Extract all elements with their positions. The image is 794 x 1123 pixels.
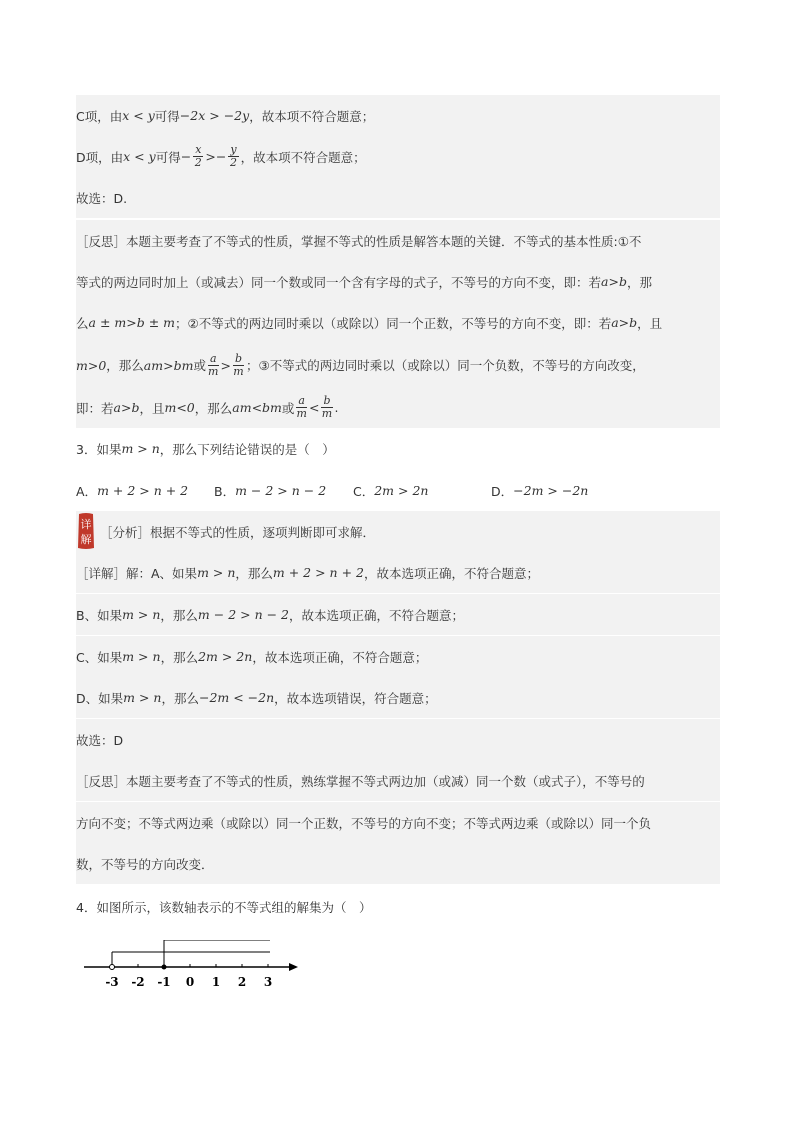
q3-detail-c (76, 636, 720, 677)
text: 故选：D (76, 732, 124, 748)
math: m>0 (76, 357, 107, 373)
fraction-num: b (323, 394, 331, 407)
c-item-line (76, 95, 720, 136)
svg-text:解: 解 (80, 533, 92, 546)
option-expr: m + 2 > n + 2 (97, 483, 189, 498)
tick-label: 0 (185, 975, 195, 989)
fraction-num: b (235, 351, 243, 365)
text: ，且 (139, 400, 165, 416)
math: −2m < −2n (198, 690, 275, 705)
reflect-line-2 (76, 261, 720, 302)
fraction (208, 353, 219, 378)
option-expr: m − 2 > n − 2 (235, 483, 327, 498)
q4-stem (76, 886, 720, 927)
text: ，那么 (235, 565, 273, 581)
text: ，那么 (160, 649, 199, 665)
math: m > n (123, 690, 162, 705)
option-label: D． (491, 483, 514, 499)
q3-options (76, 470, 720, 511)
math: 2m > 2n (198, 649, 253, 664)
fraction-num: x (195, 143, 202, 156)
text: ［反思］本题主要考查了不等式的性质，掌握不等式的性质是解答本题的关键．不等式的基本性质:①不 (76, 233, 642, 249)
q3-detail-b (76, 594, 720, 635)
option-label: B． (214, 483, 236, 499)
fraction-den: 2 (229, 156, 237, 169)
text: ［反思］本题主要考查了不等式的性质，熟练掌握不等式两边加（或减）同一个数（或式子），不等号的 (76, 773, 645, 789)
fraction (193, 144, 203, 169)
q3-reflect-3 (76, 843, 720, 884)
text: 可得 (155, 149, 181, 165)
text: ，故本选项错误，符合题意； (274, 690, 437, 706)
reflect-line-1 (76, 220, 720, 261)
math: m + 2 > n + 2 (272, 565, 364, 580)
fraction-num: a (298, 394, 305, 407)
text: ，那 (626, 274, 652, 290)
number-line-svg (84, 940, 304, 990)
math: a ± m>b ± m (88, 315, 175, 330)
math: a>b (113, 400, 140, 415)
q3-answer (76, 719, 720, 760)
option-label: A． (76, 483, 98, 499)
text: 或 (193, 358, 206, 373)
q3-detail-a (76, 552, 720, 593)
math: > (205, 149, 216, 164)
text: ，故本选项正确，不符合题意； (252, 649, 428, 665)
option-b (214, 470, 326, 511)
option-expr: −2m > −2n (513, 483, 589, 498)
text: 么 (76, 315, 89, 331)
fraction (296, 395, 307, 420)
math: x < y (122, 108, 155, 123)
tick-label: -3 (105, 975, 119, 989)
option-a (76, 470, 188, 511)
fraction-den: m (321, 407, 333, 420)
math: − (180, 149, 192, 164)
text: C、如果 (76, 649, 123, 665)
text: D项，由 (76, 149, 124, 165)
text: ；③不等式的两边同时乘以（或除以）同一个负数，不等号的方向改变， (246, 358, 645, 373)
math: −2x > −2y (179, 108, 250, 123)
math: > (220, 357, 231, 373)
text: 数，不等号的方向改变． (76, 856, 214, 872)
open-point (110, 965, 115, 970)
option-expr: 2m > 2n (374, 483, 429, 498)
option-c (353, 470, 428, 511)
reflect-line-4 (76, 343, 720, 387)
text: ，那么 (160, 607, 198, 623)
option-d (491, 470, 588, 511)
text: 即：若 (76, 400, 114, 416)
math: am<bm (232, 400, 282, 415)
q3-reflect-2 (76, 802, 720, 843)
text: ，故本选项正确，不符合题意； (289, 607, 465, 623)
text: ，那么下列结论错误的是（ ） (159, 441, 335, 457)
q3-reflect-1 (76, 760, 720, 801)
fraction-den: m (233, 364, 244, 378)
math: m > n (197, 565, 236, 580)
answer-line (76, 177, 720, 218)
q3-analysis (76, 511, 720, 552)
text: ，故本选项正确，不符合题意； (363, 565, 539, 581)
closed-point (162, 965, 167, 970)
text: ，那么 (161, 690, 199, 706)
number-line-figure (84, 940, 304, 993)
q3-detail-d (76, 677, 720, 718)
text: ，那么 (194, 400, 233, 416)
math: m > n (122, 607, 161, 622)
q3-stem (76, 428, 720, 469)
text: ，故本项不符合题意； (240, 149, 366, 165)
fraction-num: a (209, 351, 217, 365)
detail-badge-icon (76, 512, 96, 550)
text: 或 (281, 400, 295, 416)
text: ［分析］根据不等式的性质，逐项判断即可求解． (100, 524, 376, 540)
text: 3．如果 (76, 441, 122, 457)
option-label: C． (353, 483, 375, 499)
tick-label: -1 (157, 975, 171, 989)
text: C项，由 (76, 108, 123, 124)
math: < (308, 400, 320, 415)
tick-label: -2 (131, 975, 145, 989)
svg-text:详: 详 (80, 518, 92, 531)
fraction-num: y (230, 143, 237, 156)
tick-label: 1 (211, 975, 221, 989)
axis-arrow-icon (289, 963, 298, 971)
text: 故选：D. (76, 190, 128, 206)
math: − (215, 149, 227, 164)
math: a>b (601, 274, 627, 289)
math: m > n (121, 441, 160, 456)
math: m<0 (164, 400, 195, 415)
text: ，且 (637, 315, 663, 331)
reflect-line-5 (76, 387, 720, 428)
text: B、如果 (76, 607, 123, 623)
fraction-den: 2 (194, 156, 202, 169)
fraction (321, 395, 332, 420)
text: 方向不变；不等式两边乘（或除以）同一个正数，不等号的方向不变；不等式两边乘（或除以）同一个负 (76, 815, 652, 831)
tick-label: 3 (263, 975, 273, 989)
d-item-line (76, 136, 720, 177)
text: ，故本项不符合题意； (249, 108, 375, 124)
fraction-den: m (208, 364, 219, 378)
text: D、如果 (76, 690, 124, 706)
text: 4．如图所示，该数轴表示的不等式组的解集为（ ） (76, 899, 372, 915)
fraction (228, 144, 238, 169)
text: 可得 (154, 108, 180, 124)
math: m − 2 > n − 2 (197, 607, 289, 622)
text: ；②不等式的两边同时乘以（或除以）同一个正数，不等号的方向不变，即：若 (175, 315, 612, 331)
fraction-den: m (296, 407, 307, 420)
math: m > n (122, 649, 161, 664)
text: 等式的两边同时加上（或减去）同一个数或同一个含有字母的式子，不等号的方向不变，即：若 (76, 274, 602, 290)
math: x < y (123, 149, 156, 164)
fraction (233, 353, 244, 378)
text: ［详解］解：A、如果 (76, 565, 198, 581)
text: ，那么 (106, 358, 144, 373)
math: a>b (611, 315, 638, 330)
text: . (334, 400, 339, 415)
reflect-line-3 (76, 302, 720, 343)
math: am>bm (143, 357, 194, 373)
tick-label: 2 (237, 975, 247, 989)
